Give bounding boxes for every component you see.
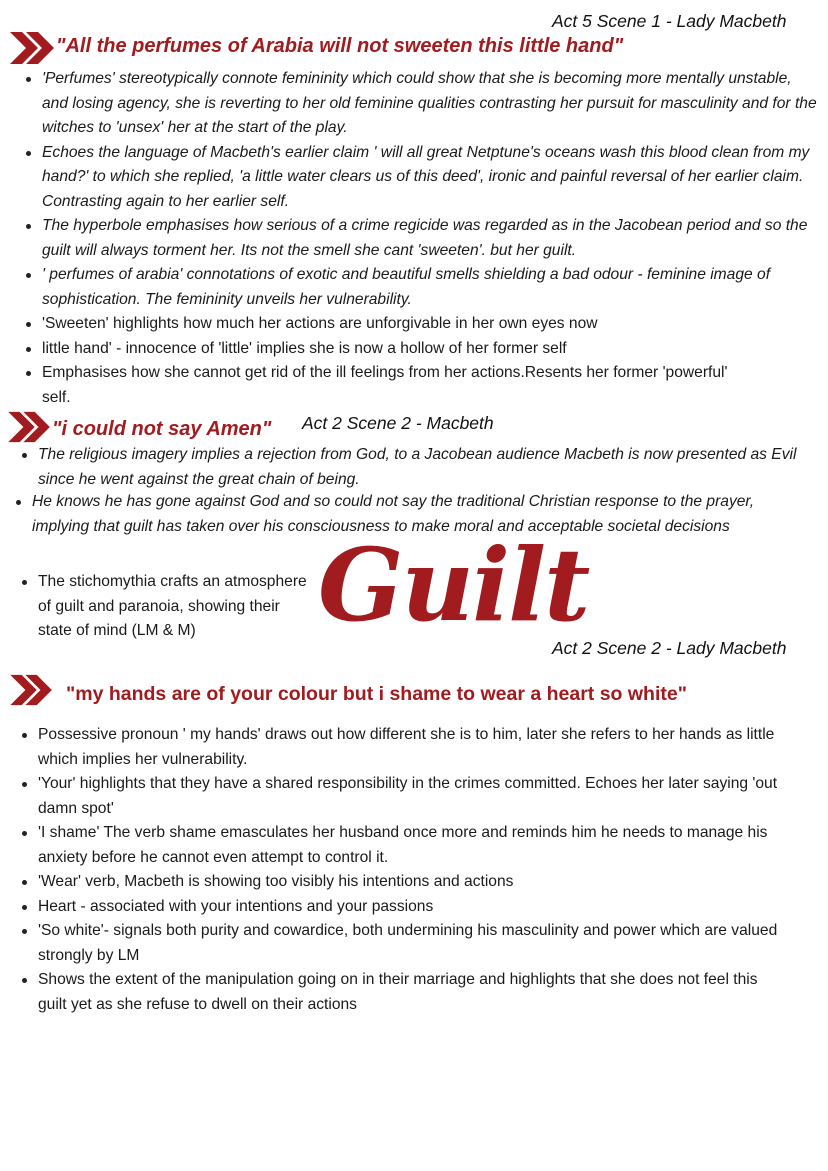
quote-perfumes: "All the perfumes of Arabia will not sweeten this little hand" <box>56 35 624 57</box>
bullet-list-perfumes <box>24 67 820 410</box>
bullet-list-amen-c <box>20 570 312 644</box>
list-item: Heart - associated with your intentions and your passions <box>20 895 780 920</box>
scene-label-act5: Act 5 Scene 1 - Lady Macbeth <box>552 11 787 31</box>
list-item: little hand' - innocence of 'little' implies she is now a hollow of her former self <box>24 337 820 362</box>
list-item: Echoes the language of Macbeth's earlier claim ' will all great Netptune's oceans wash this blood clean from my hand?' to which she replied, 'a little water clears us of this deed', ironic and painful reversal of her earlier claim. Contrasting again to her earlier self. <box>24 141 820 215</box>
list-item: The religious imagery implies a rejection from God, to a Jacobean audience Macbeth is now presented as Evil since he went against the great chain of being. <box>20 443 800 492</box>
scene-label-act2-lady-macbeth: Act 2 Scene 2 - Lady Macbeth <box>552 638 787 658</box>
quote-hands: "my hands are of your colour but i shame to wear a heart so white" <box>66 683 687 705</box>
list-item: He knows he has gone against God and so could not say the traditional Christian response to the prayer, implying that guilt has taken over his consciousness to make moral and acceptable societal decisions <box>14 490 804 539</box>
list-item: Emphasises how she cannot get rid of the ill feelings from her actions.Resents her former 'powerful' self. <box>24 361 742 410</box>
scene-label-act2-macbeth: Act 2 Scene 2 - Macbeth <box>302 413 494 433</box>
list-item: The hyperbole emphasises how serious of a crime regicide was regarded as in the Jacobean period and so the guilt will always torment her. Its not the smell she cant 'sweeten'. but her guilt. <box>24 214 820 263</box>
list-item: 'Perfumes' stereotypically connote femininity which could show that she is becoming more mentally unstable, and losing agency, she is reverting to her old feminine qualities contrasting her pursuit for masculinity and for the witches to 'unsex' her at the start of the play. <box>24 67 820 141</box>
list-item: 'I shame' The verb shame emasculates her husband once more and reminds him he needs to manage his anxiety before he cannot even attempt to control it. <box>20 821 780 870</box>
bullet-list-hands <box>20 723 780 1017</box>
title-guilt: Guilt <box>318 526 589 644</box>
list-item: ' perfumes of arabia' connotations of exotic and beautiful smells shielding a bad odour - feminine image of sophistication. The femininity unveils her vulnerability. <box>24 263 820 312</box>
double-chevron-right-icon <box>8 673 56 707</box>
bullet-list-amen-a <box>20 443 800 492</box>
list-item: Shows the extent of the manipulation going on in their marriage and highlights that she does not feel this guilt yet as she refuse to dwell on their actions <box>20 968 780 1017</box>
list-item: Possessive pronoun ' my hands' draws out how different she is to him, later she refers to her hands as little which implies her vulnerability. <box>20 723 780 772</box>
double-chevron-right-icon <box>8 30 58 66</box>
quote-amen: "i could not say Amen" <box>52 418 272 440</box>
list-item: The stichomythia crafts an atmosphere of guilt and paranoia, showing their state of mind (LM & M) <box>20 570 312 644</box>
double-chevron-right-icon <box>6 410 54 444</box>
list-item: 'Your' highlights that they have a shared responsibility in the crimes committed. Echoes her later saying 'out damn spot' <box>20 772 780 821</box>
list-item: 'Wear' verb, Macbeth is showing too visibly his intentions and actions <box>20 870 780 895</box>
list-item: 'So white'- signals both purity and cowardice, both undermining his masculinity and power which are valued strongly by LM <box>20 919 780 968</box>
list-item: 'Sweeten' highlights how much her actions are unforgivable in her own eyes now <box>24 312 820 337</box>
